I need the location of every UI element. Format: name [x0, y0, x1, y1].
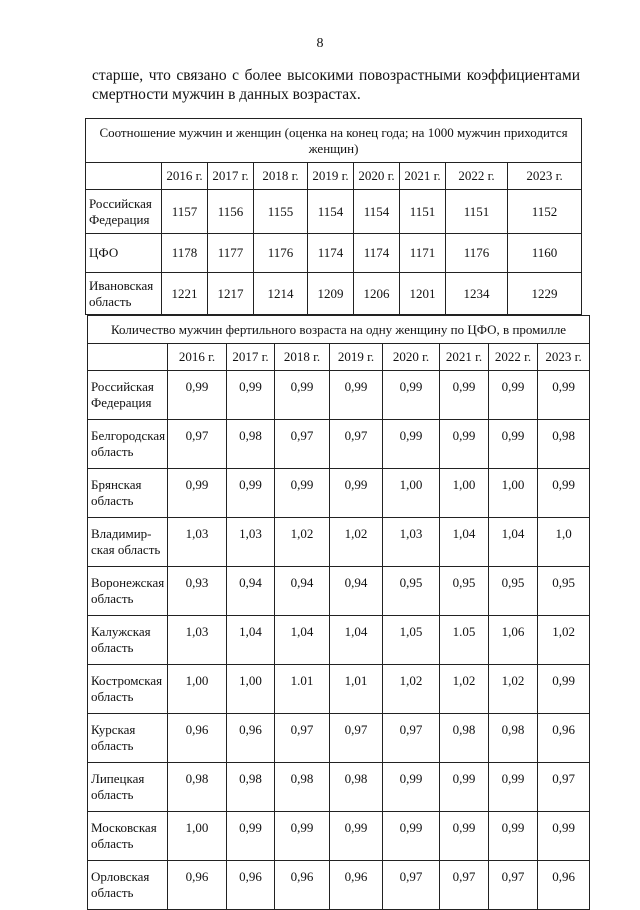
value-cell: 0,95 — [489, 567, 538, 616]
value-cell: 0,99 — [383, 763, 440, 812]
header-corner-cell — [86, 163, 162, 190]
value-cell: 1151 — [400, 190, 446, 234]
value-cell: 1,02 — [538, 616, 590, 665]
year-header: 2023 г. — [508, 163, 582, 190]
value-cell: 0,97 — [383, 861, 440, 910]
value-cell: 1152 — [508, 190, 582, 234]
value-cell: 0,96 — [168, 714, 227, 763]
region-name: Московская область — [88, 812, 168, 861]
year-header: 2020 г. — [383, 344, 440, 371]
value-cell: 0,99 — [227, 469, 275, 518]
value-cell: 1156 — [208, 190, 254, 234]
value-cell: 0,99 — [489, 812, 538, 861]
value-cell: 0,98 — [330, 763, 383, 812]
value-cell: 0,96 — [275, 861, 330, 910]
value-cell: 0,94 — [275, 567, 330, 616]
value-cell: 0,99 — [330, 812, 383, 861]
table-row — [88, 861, 590, 910]
value-cell: 0,99 — [330, 469, 383, 518]
value-cell: 1,04 — [275, 616, 330, 665]
value-cell: 0,97 — [275, 714, 330, 763]
value-cell: 0,99 — [383, 812, 440, 861]
value-cell: 1177 — [208, 234, 254, 273]
value-cell: 1,02 — [383, 665, 440, 714]
sex-ratio-table — [85, 118, 582, 315]
fertile-men-ratio-table — [87, 315, 590, 910]
value-cell: 0,96 — [538, 861, 590, 910]
value-cell: 0,96 — [227, 714, 275, 763]
table-row — [88, 371, 590, 420]
value-cell: 0,94 — [330, 567, 383, 616]
value-cell: 1174 — [308, 234, 354, 273]
value-cell: 0,97 — [440, 861, 489, 910]
table-row — [88, 567, 590, 616]
header-corner-cell — [88, 344, 168, 371]
value-cell: 1201 — [400, 273, 446, 315]
value-cell: 1151 — [446, 190, 508, 234]
table-header-row — [88, 344, 590, 371]
value-cell: 0,96 — [168, 861, 227, 910]
value-cell: 1174 — [354, 234, 400, 273]
table-row — [88, 812, 590, 861]
year-header: 2020 г. — [354, 163, 400, 190]
table-row — [86, 190, 582, 234]
value-cell: 0,99 — [489, 763, 538, 812]
value-cell: 0,97 — [489, 861, 538, 910]
value-cell: 1,03 — [168, 518, 227, 567]
year-header: 2018 г. — [275, 344, 330, 371]
value-cell: 1214 — [254, 273, 308, 315]
value-cell: 0,97 — [275, 420, 330, 469]
value-cell: 0,98 — [440, 714, 489, 763]
value-cell: 1157 — [162, 190, 208, 234]
table-row — [88, 763, 590, 812]
table-caption: Соотношение мужчин и женщин (оценка на конец года; на 1000 мужчин приходится женщин) — [86, 119, 582, 163]
value-cell: 1154 — [354, 190, 400, 234]
value-cell: 0,93 — [168, 567, 227, 616]
value-cell: 1,04 — [330, 616, 383, 665]
value-cell: 1176 — [446, 234, 508, 273]
value-cell: 0,95 — [383, 567, 440, 616]
value-cell: 0,99 — [489, 371, 538, 420]
table-row — [88, 665, 590, 714]
value-cell: 0,95 — [538, 567, 590, 616]
region-name: ЦФО — [86, 234, 162, 273]
value-cell: 1209 — [308, 273, 354, 315]
value-cell: 1,05 — [383, 616, 440, 665]
value-cell: 1,01 — [330, 665, 383, 714]
value-cell: 1.01 — [275, 665, 330, 714]
year-header: 2018 г. — [254, 163, 308, 190]
year-header: 2022 г. — [446, 163, 508, 190]
region-name: Ивановская область — [86, 273, 162, 315]
value-cell: 1,04 — [489, 518, 538, 567]
value-cell: 1,00 — [440, 469, 489, 518]
value-cell: 0,99 — [440, 812, 489, 861]
value-cell: 0,95 — [440, 567, 489, 616]
value-cell: 1171 — [400, 234, 446, 273]
year-header: 2021 г. — [440, 344, 489, 371]
value-cell: 1,00 — [227, 665, 275, 714]
value-cell: 0,99 — [538, 665, 590, 714]
table-caption: Количество мужчин фертильного возраста на одну женщину по ЦФО, в промилле — [88, 316, 590, 344]
region-name: Орловская область — [88, 861, 168, 910]
value-cell: 1,02 — [330, 518, 383, 567]
year-header: 2019 г. — [330, 344, 383, 371]
region-name: Брянская область — [88, 469, 168, 518]
value-cell: 0,99 — [383, 371, 440, 420]
value-cell: 1,00 — [489, 469, 538, 518]
value-cell: 1229 — [508, 273, 582, 315]
value-cell: 0,99 — [275, 469, 330, 518]
value-cell: 1,02 — [489, 665, 538, 714]
region-name: Российская Федерация — [86, 190, 162, 234]
year-header: 2017 г. — [227, 344, 275, 371]
value-cell: 0,99 — [168, 469, 227, 518]
value-cell: 0,98 — [227, 420, 275, 469]
value-cell: 0,99 — [383, 420, 440, 469]
value-cell: 1221 — [162, 273, 208, 315]
year-header: 2016 г. — [162, 163, 208, 190]
table-header-row — [86, 163, 582, 190]
value-cell: 0,99 — [440, 371, 489, 420]
value-cell: 1154 — [308, 190, 354, 234]
region-name: Белгородская область — [88, 420, 168, 469]
region-name: Российская Федерация — [88, 371, 168, 420]
value-cell: 0,99 — [538, 371, 590, 420]
value-cell: 0,99 — [440, 420, 489, 469]
table-caption-row — [88, 316, 590, 344]
value-cell: 0,99 — [440, 763, 489, 812]
table-row — [86, 273, 582, 315]
value-cell: 1,02 — [275, 518, 330, 567]
value-cell: 0,98 — [538, 420, 590, 469]
value-cell: 0,99 — [275, 371, 330, 420]
value-cell: 0,94 — [227, 567, 275, 616]
value-cell: 0,99 — [538, 812, 590, 861]
region-name: Курская область — [88, 714, 168, 763]
table-row — [88, 714, 590, 763]
intro-paragraph: старше, что связано с более высокими повозрастными коэффициентами смертности мужчин в данных возрастах. — [92, 67, 580, 103]
value-cell: 1,06 — [489, 616, 538, 665]
value-cell: 0,97 — [383, 714, 440, 763]
value-cell: 1,0 — [538, 518, 590, 567]
year-header: 2019 г. — [308, 163, 354, 190]
table-row — [88, 518, 590, 567]
table-row — [86, 234, 582, 273]
value-cell: 1178 — [162, 234, 208, 273]
value-cell: 0,96 — [538, 714, 590, 763]
value-cell: 0,97 — [330, 420, 383, 469]
value-cell: 0,98 — [168, 763, 227, 812]
value-cell: 0,99 — [275, 812, 330, 861]
year-header: 2017 г. — [208, 163, 254, 190]
value-cell: 1217 — [208, 273, 254, 315]
year-header: 2022 г. — [489, 344, 538, 371]
value-cell: 0,97 — [538, 763, 590, 812]
value-cell: 1,03 — [168, 616, 227, 665]
value-cell: 1,02 — [440, 665, 489, 714]
table-row — [88, 616, 590, 665]
value-cell: 0,99 — [227, 812, 275, 861]
value-cell: 0,98 — [275, 763, 330, 812]
region-name: Калужская область — [88, 616, 168, 665]
value-cell: 1206 — [354, 273, 400, 315]
value-cell: 0,96 — [227, 861, 275, 910]
value-cell: 1.05 — [440, 616, 489, 665]
year-header: 2023 г. — [538, 344, 590, 371]
value-cell: 1,04 — [227, 616, 275, 665]
value-cell: 0,99 — [168, 371, 227, 420]
value-cell: 1160 — [508, 234, 582, 273]
table-row — [88, 469, 590, 518]
value-cell: 1155 — [254, 190, 308, 234]
value-cell: 1,04 — [440, 518, 489, 567]
value-cell: 1234 — [446, 273, 508, 315]
value-cell: 0,99 — [489, 420, 538, 469]
value-cell: 0,97 — [330, 714, 383, 763]
table-caption-row — [86, 119, 582, 163]
value-cell: 1,03 — [383, 518, 440, 567]
value-cell: 0,97 — [168, 420, 227, 469]
year-header: 2016 г. — [168, 344, 227, 371]
value-cell: 0,99 — [227, 371, 275, 420]
page-number: 8 — [316, 36, 324, 51]
value-cell: 1,00 — [168, 812, 227, 861]
year-header: 2021 г. — [400, 163, 446, 190]
value-cell: 1,03 — [227, 518, 275, 567]
region-name: Владимир-ская область — [88, 518, 168, 567]
value-cell: 0,98 — [489, 714, 538, 763]
region-name: Костромская область — [88, 665, 168, 714]
value-cell: 0,99 — [538, 469, 590, 518]
value-cell: 1,00 — [168, 665, 227, 714]
value-cell: 0,99 — [330, 371, 383, 420]
region-name: Воронежская область — [88, 567, 168, 616]
table-row — [88, 420, 590, 469]
region-name: Липецкая область — [88, 763, 168, 812]
value-cell: 0,96 — [330, 861, 383, 910]
value-cell: 1176 — [254, 234, 308, 273]
value-cell: 0,98 — [227, 763, 275, 812]
value-cell: 1,00 — [383, 469, 440, 518]
